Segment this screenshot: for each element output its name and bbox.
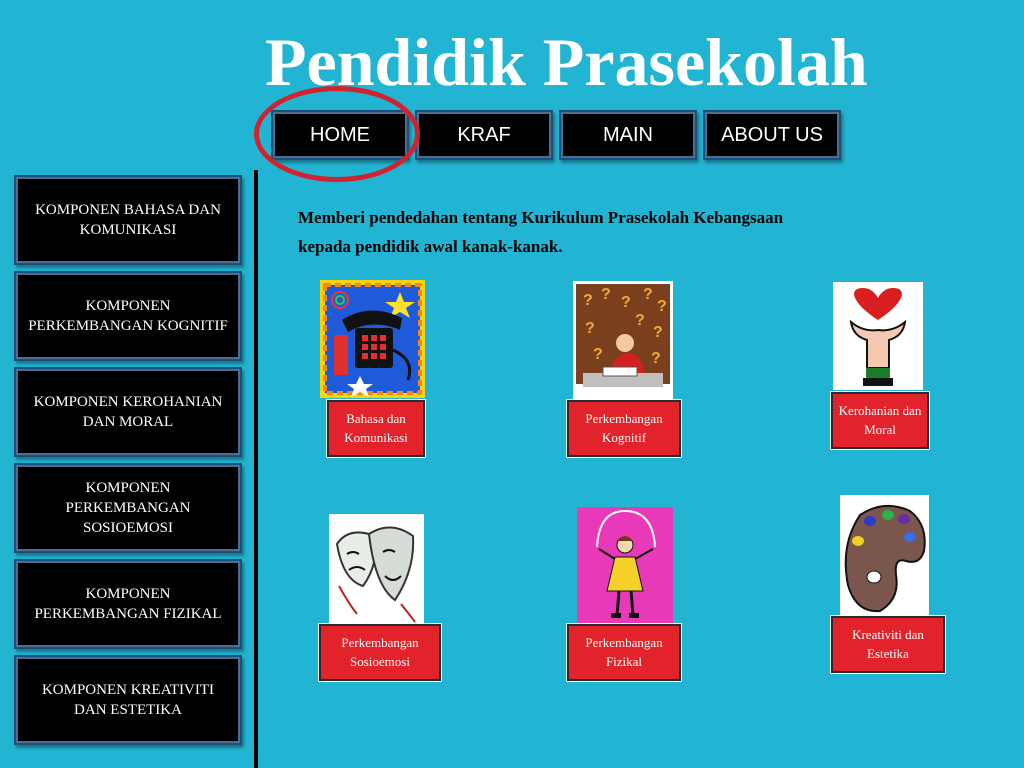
svg-text:?: ? bbox=[635, 312, 645, 329]
card-kerohanian-moral-label[interactable]: Kerohanian dan Moral bbox=[831, 392, 929, 449]
intro-text bbox=[298, 203, 898, 261]
sidebar-item-sosioemosi[interactable]: KOMPONEN PERKEMBANGAN SOSIOEMOSI bbox=[14, 463, 242, 553]
sidebar-item-kerohanian-moral[interactable]: KOMPONEN KEROHANIAN DAN MORAL bbox=[14, 367, 242, 457]
card-kreativiti-estetika-label[interactable]: Kreativiti dan Estetika bbox=[831, 616, 945, 673]
svg-text:?: ? bbox=[621, 294, 631, 311]
intro-line-2: kepada pendidik awal kanak-kanak. bbox=[298, 237, 563, 256]
card-bahasa-komunikasi-label[interactable]: Bahasa dan Komunikasi bbox=[327, 400, 425, 457]
svg-text:?: ? bbox=[593, 346, 603, 363]
page-title: Pendidik Prasekolah bbox=[265, 24, 868, 100]
card-sosioemosi-label[interactable]: Perkembangan Sosioemosi bbox=[319, 624, 441, 681]
nav-about-us-button[interactable]: ABOUT US bbox=[703, 110, 841, 160]
svg-text:?: ? bbox=[583, 292, 593, 309]
nav-kraf-button[interactable]: KRAF bbox=[415, 110, 553, 160]
svg-text:?: ? bbox=[643, 286, 653, 303]
telephone-clipart-icon[interactable] bbox=[320, 280, 425, 398]
card-kognitif-label[interactable]: Perkembangan Kognitif bbox=[567, 400, 681, 457]
sidebar-item-kognitif[interactable]: KOMPONEN PERKEMBANGAN KOGNITIF bbox=[14, 271, 242, 361]
svg-text:?: ? bbox=[653, 324, 663, 341]
svg-text:?: ? bbox=[601, 286, 611, 303]
thinking-person-clipart-icon[interactable] bbox=[573, 281, 673, 399]
nav-main-button[interactable]: MAIN bbox=[559, 110, 697, 160]
svg-text:?: ? bbox=[651, 350, 661, 367]
girl-skipping-rope-clipart-icon[interactable] bbox=[577, 507, 673, 627]
heart-in-hands-clipart-icon[interactable] bbox=[833, 282, 923, 390]
sidebar-item-bahasa-komunikasi[interactable]: KOMPONEN BAHASA DAN KOMUNIKASI bbox=[14, 175, 242, 265]
sidebar-item-kreativiti-estetika[interactable]: KOMPONEN KREATIVITI DAN ESTETIKA bbox=[14, 655, 242, 745]
paint-palette-clipart-icon[interactable] bbox=[840, 495, 929, 617]
sidebar-item-fizikal[interactable]: KOMPONEN PERKEMBANGAN FIZIKAL bbox=[14, 559, 242, 649]
nav-home-button[interactable]: HOME bbox=[271, 110, 409, 160]
svg-text:?: ? bbox=[585, 320, 595, 337]
vertical-divider bbox=[254, 170, 258, 768]
theatre-masks-clipart-icon[interactable] bbox=[329, 514, 424, 626]
card-fizikal-label[interactable]: Perkembangan Fizikal bbox=[567, 624, 681, 681]
intro-line-1: Memberi pendedahan tentang Kurikulum Prasekolah Kebangsaan bbox=[298, 208, 784, 227]
svg-text:?: ? bbox=[657, 298, 667, 315]
